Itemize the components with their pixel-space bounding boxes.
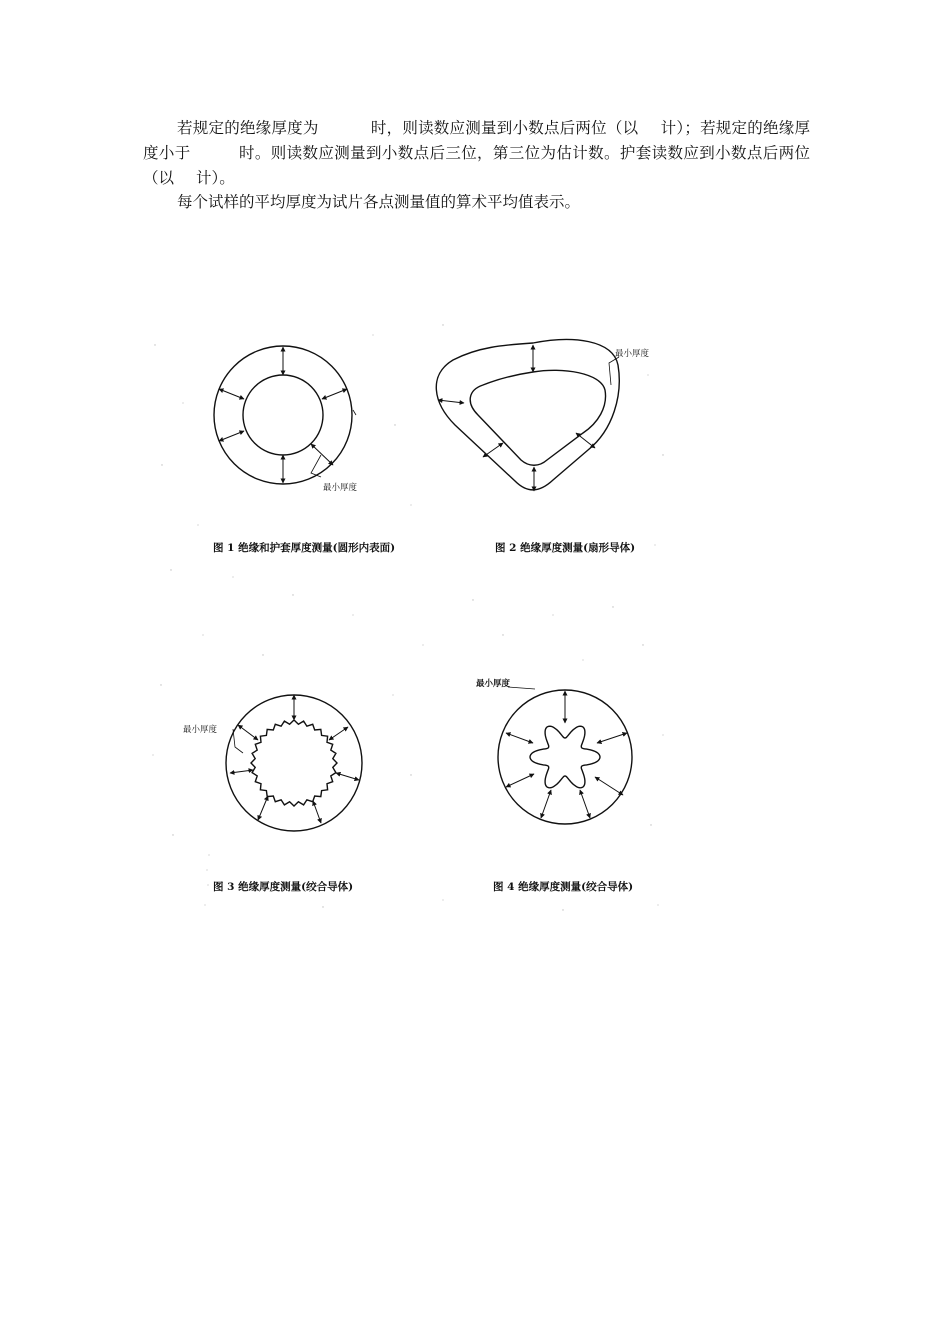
figure1-caption: 图 1 绝缘和护套厚度测量(圆形内表面): [213, 542, 396, 554]
flower-inner-edge: [530, 726, 600, 788]
paragraph-thickness-reading: [143, 116, 810, 191]
figure-drawings: [143, 315, 673, 915]
figure1-drawing: [214, 346, 356, 484]
text-segment: 时，则读数应测量到小数点后两位（以: [370, 119, 639, 137]
figure4-drawing: [498, 687, 632, 824]
figure2-caption: 图 2 绝缘厚度测量(扇形导体): [495, 542, 636, 554]
serrated-inner-edge: [251, 720, 337, 806]
text-segment: 计）；若规定的绝缘厚度小于: [143, 119, 810, 162]
figure3-min-thickness-label: 最小厚度: [183, 725, 218, 735]
text-segment: 时。则读数应测量到小数点后三位，第三位为估计数。护套读数应到小数点后两位（以: [143, 144, 810, 187]
figure2-drawing: [436, 339, 619, 491]
figure4-caption: 图 4 绝缘厚度测量(绞合导体): [493, 881, 634, 893]
figure2-min-thickness-label: 最小厚度: [615, 349, 650, 359]
figure3-drawing: [226, 695, 362, 831]
text-segment: 若规定的绝缘厚度为: [177, 119, 319, 137]
figure-block: [143, 315, 673, 915]
figure1-min-thickness-label: 最小厚度: [323, 483, 358, 493]
figure3-caption: 图 3 绝缘厚度测量(绞合导体): [213, 881, 354, 893]
figure4-min-thickness-label: 最小厚度: [476, 679, 511, 689]
text-segment: 计）。: [196, 169, 235, 187]
paragraph-average-thickness: 每个试样的平均厚度为试片各点测量值的算术平均值表示。: [177, 193, 581, 211]
scan-noise: [152, 324, 663, 910]
